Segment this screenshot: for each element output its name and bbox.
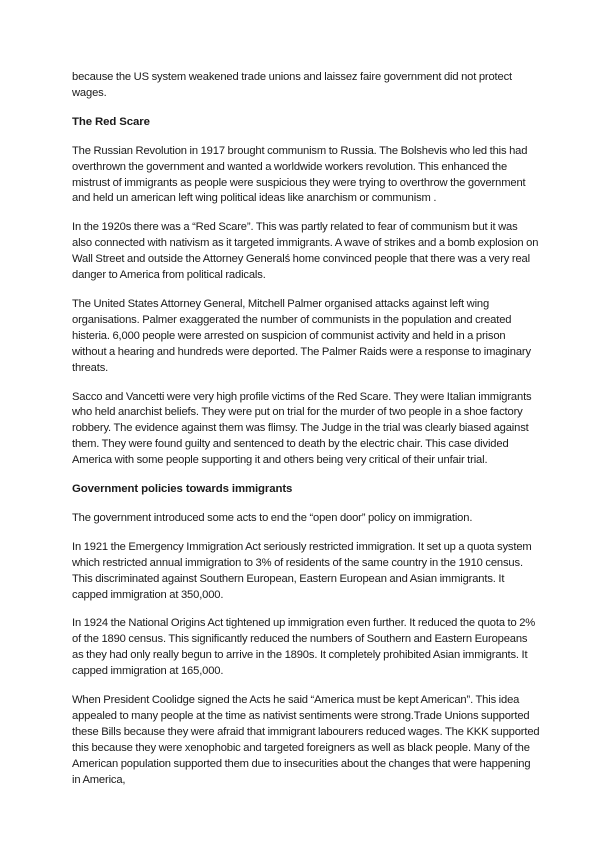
- paragraph-russian-revolution: The Russian Revolution in 1917 brought communism to Russia. The Bolshevis who led this had overthrown the government and wanted a worldwide workers revolution. This enhanced the mistrust of immigrants as people were suspicious they were trying to overthrow the government and held un american left wing political ideas like anarchism or communism .: [72, 144, 528, 205]
- paragraph-1921-act: In 1921 the Emergency Immigration Act seriously restricted immigration. It set up a quota system which restricted annual immigration to 3% of residents of the same country in the 1910 census. This discriminated against Southern European, Eastern European and Asian immigrants. It capped immigration at 350,000.: [72, 540, 532, 601]
- paragraph-palmer-raids: The United States Attorney General, Mitchell Palmer organised attacks against left wing organisations. Palmer exaggerated the number of communists in the population and created histeria. 6,000 people were arrested on suspicion of communist activity and held in a prison without a hearing and hundreds were deported. The Palmer Raids were a response to imaginary threats.: [72, 297, 531, 374]
- paragraph-coolidge: When President Coolidge signed the Acts he said “America must be kept American”. This idea appealed to many people at the time as nativist sentiments were strong.Trade Unions supported these Bills because they were afraid that immigrant labourers reduced wages. The KKK supported this because they were xenophobic and targeted foreigners as well as black people. Many of the American population supported them due to insecurities about the changes that were happening in America,: [72, 694, 540, 786]
- heading-government-policies: Government policies towards immigrants: [72, 483, 293, 496]
- paragraph-sacco-vancetti: Sacco and Vancetti were very high profile victims of the Red Scare. They were Italian immigrants who held anarchist beliefs. They were put on trial for the murder of two people in a shoe factory robbery. The evidence against them was flimsy. The Judge in the trial was clearly biased against them. They were found guilty and sentenced to death by the electric chair. This case divided America with some people supporting it and others being very critical of their unfair trial.: [72, 390, 532, 467]
- paragraph-open-door: The government introduced some acts to end the “open door” policy on immigration.: [72, 511, 473, 524]
- heading-red-scare: The Red Scare: [72, 115, 150, 128]
- paragraph-1920s-red-scare: In the 1920s there was a “Red Scare”. This was partly related to fear of communism but it was also connected with nativism as it targeted immigrants. A wave of strikes and a bomb explosion on Wall Street and outside the Attorney Generalś home convinced people that there was a very real danger to America from political radicals.: [72, 221, 539, 282]
- paragraph-1924-act: In 1924 the National Origins Act tightened up immigration even further. It reduced the quota to 2% of the 1890 census. This significantly reduced the numbers of Southern and Eastern Europeans as they had only really begun to arrive in the 1890s. It completely prohibited Asian immigrants. It capped immigration at 165,000.: [72, 617, 536, 678]
- paragraph-trade-unions: because the US system weakened trade unions and laissez faire government did not protect wages.: [72, 71, 512, 99]
